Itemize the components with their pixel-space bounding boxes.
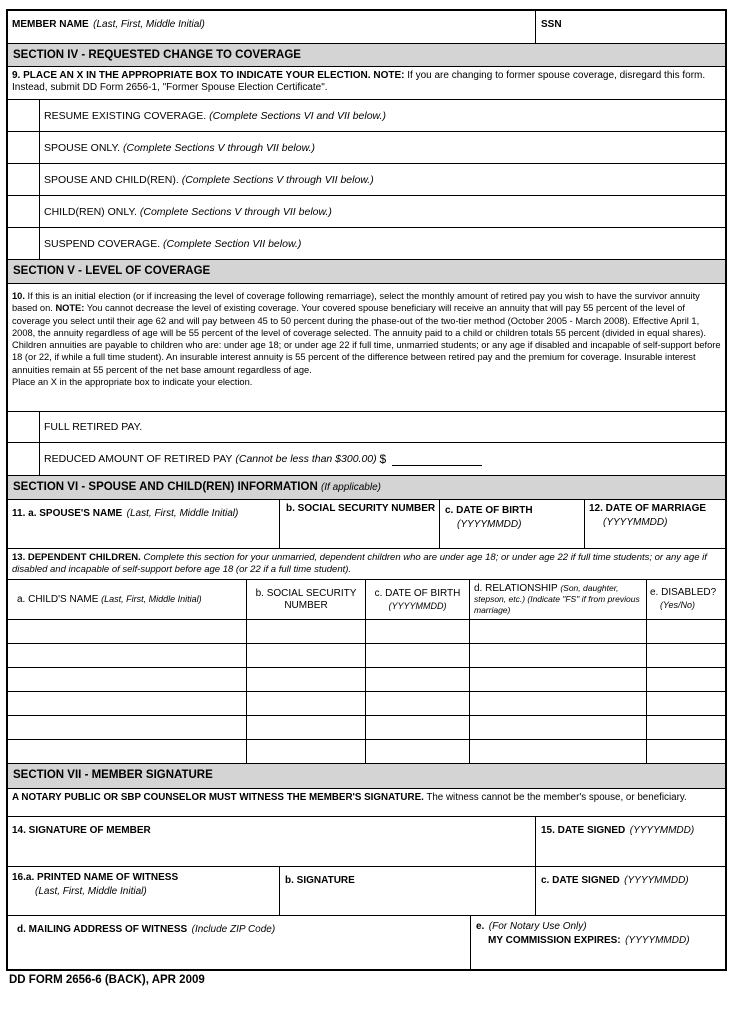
col-child-name-hint: (Last, First, Middle Initial) — [101, 594, 202, 604]
commission-expires-hint: (YYYYMMDD) — [625, 935, 690, 946]
col-child-ssn — [246, 580, 365, 619]
commission-notary-hint: (For Notary Use Only) — [488, 921, 587, 932]
table-row — [8, 644, 725, 668]
option-spouse-children-hint: (Complete Sections V through VII below.) — [181, 173, 374, 186]
option-spouse-only-hint: (Complete Sections V through VII below.) — [122, 141, 315, 154]
col-child-disabled-hint: (Yes/No) — [660, 600, 696, 610]
option-children-only — [8, 196, 725, 228]
option-spouse-children-checkbox[interactable] — [8, 164, 40, 195]
option-reduced-pay-label: REDUCED AMOUNT OF RETIRED PAY — [44, 453, 233, 465]
spouse-name-hint: (Last, First, Middle Initial) — [126, 508, 239, 519]
option-full-pay-label: FULL RETIRED PAY. — [44, 421, 143, 433]
col-child-name — [8, 580, 246, 619]
child-dob-input[interactable] — [365, 668, 469, 691]
child-ssn-input[interactable] — [246, 644, 365, 667]
child-ssn-input[interactable] — [246, 620, 365, 643]
option-reduced-pay-hint: (Cannot be less than $300.00) — [235, 453, 377, 465]
child-name-input[interactable] — [8, 620, 246, 643]
item-10-text-a: If this is an initial election (or if increasing the level of coverage following remarriage), select the monthly amount of retired pay you wish to have the survivor annuity based on. — [12, 291, 700, 314]
option-suspend-label: SUSPEND COVERAGE. — [44, 237, 161, 250]
child-name-input[interactable] — [8, 716, 246, 739]
option-spouse-only-label: SPOUSE ONLY. — [44, 141, 121, 154]
section-vii-header — [8, 764, 725, 789]
option-suspend-hint: (Complete Section VII below.) — [163, 237, 302, 250]
witness-address-label: d. MAILING ADDRESS OF WITNESS — [17, 924, 188, 935]
option-reduced-pay-checkbox[interactable] — [8, 443, 40, 475]
form-footer: DD FORM 2656-6 (BACK), APR 2009 — [9, 974, 205, 986]
child-name-input[interactable] — [8, 692, 246, 715]
witness-address-row — [8, 916, 725, 971]
option-resume — [8, 100, 725, 132]
option-spouse-only — [8, 132, 725, 164]
child-disabled-input[interactable] — [646, 692, 725, 715]
reduced-amount-input[interactable] — [392, 453, 482, 466]
option-spouse-children-label: SPOUSE AND CHILD(REN). — [44, 173, 179, 186]
item-9-lead: 9. PLACE AN X IN THE APPROPRIATE BOX TO INDICATE YOUR ELECTION. — [12, 70, 371, 81]
form-frame — [6, 9, 727, 971]
col-child-disabled — [646, 580, 725, 619]
table-row — [8, 668, 725, 692]
witness-address-hint: (Include ZIP Code) — [191, 924, 276, 935]
witness-name-field[interactable] — [12, 867, 277, 915]
child-relationship-input[interactable] — [469, 716, 646, 739]
item-13-label: 13. DEPENDENT CHILDREN. — [12, 552, 141, 563]
child-disabled-input[interactable] — [646, 668, 725, 691]
child-ssn-input[interactable] — [246, 740, 365, 763]
section-iv-header — [8, 44, 725, 67]
option-spouse-only-checkbox[interactable] — [8, 132, 40, 163]
item-10-text-b: You cannot decrease the level of existing coverage. Your covered spouse beneficiary will receive an annuity that will pay 55 percent of the level of coverage you select until their age 62 and will pay between 45 to 50 percent during the phase-out of the two-tier method (October 2005 - March 2008). Effective April 1, 2008, the annuity regardless of age will be 55 percent of the level of coverage selected. The annuity paid to a child or children totals 55 percent (divided in equal shares). Children annuities are payable to children who are: under age 18; or under age 22 if full time, unmarried students; or any age if disabled and incapable of self-support before 18 (or 22, if while a full time student). An insurable interest annuity is 55 percent of the difference between retired pay and the premium for coverage. Insurable interest annuities remain at 55 percent of the net base amount regardless of age. — [12, 303, 721, 375]
item-10-note-label: NOTE: — [55, 303, 85, 314]
marriage-date-label: 12. DATE OF MARRIAGE — [589, 503, 707, 514]
spouse-dob-field[interactable] — [439, 500, 584, 548]
item-9-note-label: NOTE: — [373, 70, 405, 81]
commission-expires-field[interactable] — [470, 916, 725, 971]
child-dob-input[interactable] — [365, 620, 469, 643]
member-signature-label: 14. SIGNATURE OF MEMBER — [12, 825, 151, 836]
section-v-title: SECTION V - LEVEL OF COVERAGE — [13, 265, 211, 277]
witness-signature-field[interactable] — [279, 867, 535, 915]
spouse-ssn-label: b. SOCIAL SECURITY NUMBER — [286, 503, 436, 514]
ssn-field[interactable] — [535, 11, 725, 43]
item-10-instructions — [8, 284, 725, 412]
col-child-relationship-hint: (Son, daughter, stepson, etc.) (Indicate "FS" if from previous marriage) — [474, 583, 640, 615]
spouse-dob-hint: (YYYYMMDD) — [457, 519, 522, 530]
child-name-input[interactable] — [8, 644, 246, 667]
witness-date-hint: (YYYYMMDD) — [624, 875, 689, 886]
member-signature-field[interactable] — [12, 817, 532, 866]
spouse-dob-label: c. DATE OF BIRTH — [445, 505, 533, 516]
member-date-label: 15. DATE SIGNED — [541, 825, 626, 836]
option-full-pay — [8, 412, 725, 443]
section-vii-title: SECTION VII - MEMBER SIGNATURE — [13, 769, 213, 781]
option-children-only-checkbox[interactable] — [8, 196, 40, 227]
child-disabled-input[interactable] — [646, 620, 725, 643]
dollar-sign: $ — [379, 452, 387, 466]
marriage-date-field[interactable] — [584, 500, 725, 548]
option-resume-hint: (Complete Sections VI and VII below.) — [209, 109, 386, 122]
child-disabled-input[interactable] — [646, 716, 725, 739]
option-full-pay-checkbox[interactable] — [8, 412, 40, 442]
table-row — [8, 620, 725, 644]
col-child-relationship — [469, 580, 646, 619]
child-relationship-input[interactable] — [469, 668, 646, 691]
child-disabled-input[interactable] — [646, 740, 725, 763]
section-vi-hint: (If applicable) — [320, 482, 381, 493]
item-10-num: 10. — [12, 291, 25, 301]
commission-e-label: e. — [476, 921, 485, 932]
marriage-date-hint: (YYYYMMDD) — [603, 517, 668, 528]
child-disabled-input[interactable] — [646, 644, 725, 667]
spouse-row — [8, 500, 725, 549]
spouse-ssn-field[interactable] — [279, 500, 439, 548]
witness-row — [8, 867, 725, 916]
member-name-label: MEMBER NAME — [12, 19, 89, 30]
col-child-ssn-label: b. SOCIAL SECURITY NUMBER — [255, 588, 357, 611]
item-9-instructions — [8, 67, 725, 100]
spouse-name-field[interactable] — [12, 500, 277, 548]
witness-signature-label: b. SIGNATURE — [285, 875, 355, 886]
children-table-header — [8, 580, 725, 620]
option-spouse-children — [8, 164, 725, 196]
section-iv-title: SECTION IV - REQUESTED CHANGE TO COVERAGE — [13, 49, 301, 61]
option-reduced-pay — [8, 443, 725, 476]
notary-instructions — [8, 789, 725, 817]
child-dob-input[interactable] — [365, 716, 469, 739]
item-13-instructions — [8, 549, 725, 580]
member-signature-row — [8, 817, 725, 867]
section-vi-header — [8, 476, 725, 500]
member-row — [8, 11, 725, 44]
member-name-field[interactable] — [12, 14, 205, 43]
member-date-field[interactable] — [535, 817, 725, 866]
section-vi-title: SECTION VI - SPOUSE AND CHILD(REN) INFORMATION — [13, 481, 318, 493]
option-resume-checkbox[interactable] — [8, 100, 40, 131]
witness-date-label: c. DATE SIGNED — [541, 875, 620, 886]
child-relationship-input[interactable] — [469, 620, 646, 643]
witness-date-field[interactable] — [535, 867, 725, 915]
option-resume-label: RESUME EXISTING COVERAGE. — [44, 109, 207, 122]
member-name-hint: (Last, First, Middle Initial) — [93, 19, 205, 30]
item-10-text-c: Place an X in the appropriate box to indicate your election. — [12, 377, 253, 388]
child-ssn-input[interactable] — [246, 668, 365, 691]
notary-bold: A NOTARY PUBLIC OR SBP COUNSELOR MUST WITNESS THE MEMBER'S SIGNATURE. — [12, 792, 424, 803]
witness-address-field[interactable] — [17, 916, 467, 971]
child-name-input[interactable] — [8, 668, 246, 691]
witness-name-label: 16.a. PRINTED NAME OF WITNESS — [12, 872, 179, 883]
child-relationship-input[interactable] — [469, 740, 646, 763]
witness-name-hint: (Last, First, Middle Initial) — [35, 886, 147, 897]
item-13-hint: Complete this section for your unmarried, dependent children who are under age 18; or under age 22 if full time students; or any age if disabled and incapable of self-support before age 18 (or 22 if a full time student). — [12, 552, 707, 575]
option-children-only-label: CHILD(REN) ONLY. — [44, 205, 137, 218]
child-dob-input[interactable] — [365, 692, 469, 715]
item-9-note: If you are changing to former spouse coverage, disregard this form. Instead, submit DD Form 2656-1, "Former Spouse Election Certificate". — [12, 70, 706, 93]
member-date-hint: (YYYYMMDD) — [629, 825, 695, 836]
spouse-name-label: 11. a. SPOUSE'S NAME — [12, 508, 123, 519]
section-v-header — [8, 260, 725, 284]
col-child-name-label: a. CHILD'S NAME — [17, 594, 99, 605]
option-suspend — [8, 228, 725, 260]
child-ssn-input[interactable] — [246, 692, 365, 715]
table-row — [8, 692, 725, 716]
notary-rest: The witness cannot be the member's spouse, or beneficiary. — [426, 792, 687, 803]
child-relationship-input[interactable] — [469, 644, 646, 667]
child-ssn-input[interactable] — [246, 716, 365, 739]
table-row — [8, 740, 725, 764]
commission-expires-label: MY COMMISSION EXPIRES: — [488, 935, 621, 946]
child-dob-input[interactable] — [365, 644, 469, 667]
col-child-disabled-label: e. DISABLED? — [650, 587, 717, 598]
option-suspend-checkbox[interactable] — [8, 228, 40, 259]
child-dob-input[interactable] — [365, 740, 469, 763]
table-row — [8, 716, 725, 740]
col-child-relationship-label: d. RELATIONSHIP — [474, 583, 558, 594]
ssn-label: SSN — [541, 19, 562, 30]
col-child-dob — [365, 580, 469, 619]
col-child-dob-label: c. DATE OF BIRTH — [374, 588, 461, 599]
col-child-dob-hint: (YYYYMMDD) — [388, 601, 447, 611]
child-name-input[interactable] — [8, 740, 246, 763]
option-children-only-hint: (Complete Sections V through VII below.) — [139, 205, 332, 218]
child-relationship-input[interactable] — [469, 692, 646, 715]
